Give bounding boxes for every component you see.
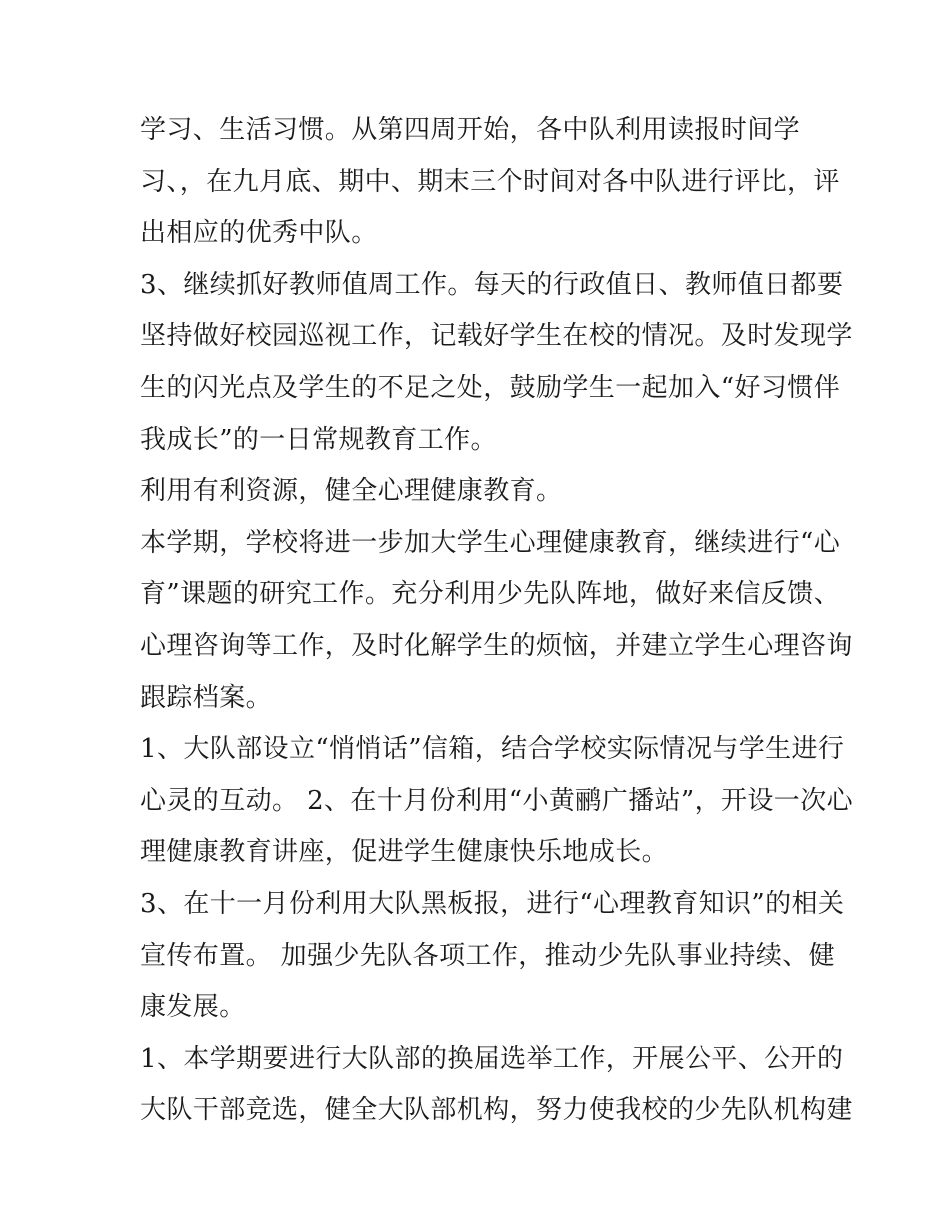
document-body [140, 110, 853, 1142]
text-line: 出相应的优秀中队。 [140, 218, 378, 249]
text-line: 心理咨询等工作，及时化解学生的烦恼，并建立学生心理咨询 [140, 630, 853, 661]
text-line: 3、在十一月份利用大队黑板报，进行“心理教育知识”的相关 [140, 888, 845, 919]
text-line: 育”课题的研究工作。充分利用少先队阵地，做好来信反馈、 [140, 579, 841, 610]
text-line: 康发展。 [140, 992, 246, 1023]
text-line: 1、大队部设立“悄悄话”信箱，结合学校实际情况与学生进行 [140, 734, 845, 765]
text-line: 大队干部竞选，健全大队部机构，努力使我校的少先队机构建 [140, 1095, 853, 1126]
text-line: 坚持做好校园巡视工作，记载好学生在校的情况。及时发现学 [140, 321, 853, 352]
text-line: 1、本学期要进行大队部的换届选举工作，开展公平、公开的 [140, 1043, 844, 1074]
text-line: 本学期，学校将进一步加大学生心理健康教育，继续进行“心 [140, 527, 841, 558]
text-line: 学习、生活习惯。从第四周开始，各中队利用读报时间学 [140, 115, 801, 145]
text-line: 跟踪档案。 [140, 682, 273, 713]
text-line: 宣传布置。 加强少先队各项工作，推动少先队事业持续、健 [140, 940, 836, 971]
text-line: 心灵的互动。 2、在十月份利用“小黄鹂广播站”，开设一次心 [140, 785, 853, 816]
text-line: 生的闪光点及学生的不足之处，鼓励学生一起加入“好习惯伴 [140, 372, 841, 403]
text-line: 理健康教育讲座，促进学生健康快乐地成长。 [140, 837, 669, 868]
section-heading: 利用有利资源，健全心理健康教育。 [140, 476, 563, 507]
text-line: 习、，在九月底、期中、期末三个时间对各中队进行评比，评 [140, 166, 840, 197]
text-line: 我成长”的一日常规教育工作。 [140, 424, 497, 455]
text-line: 3、继续抓好教师值周工作。每天的行政值日、教师值日都要 [140, 269, 844, 300]
